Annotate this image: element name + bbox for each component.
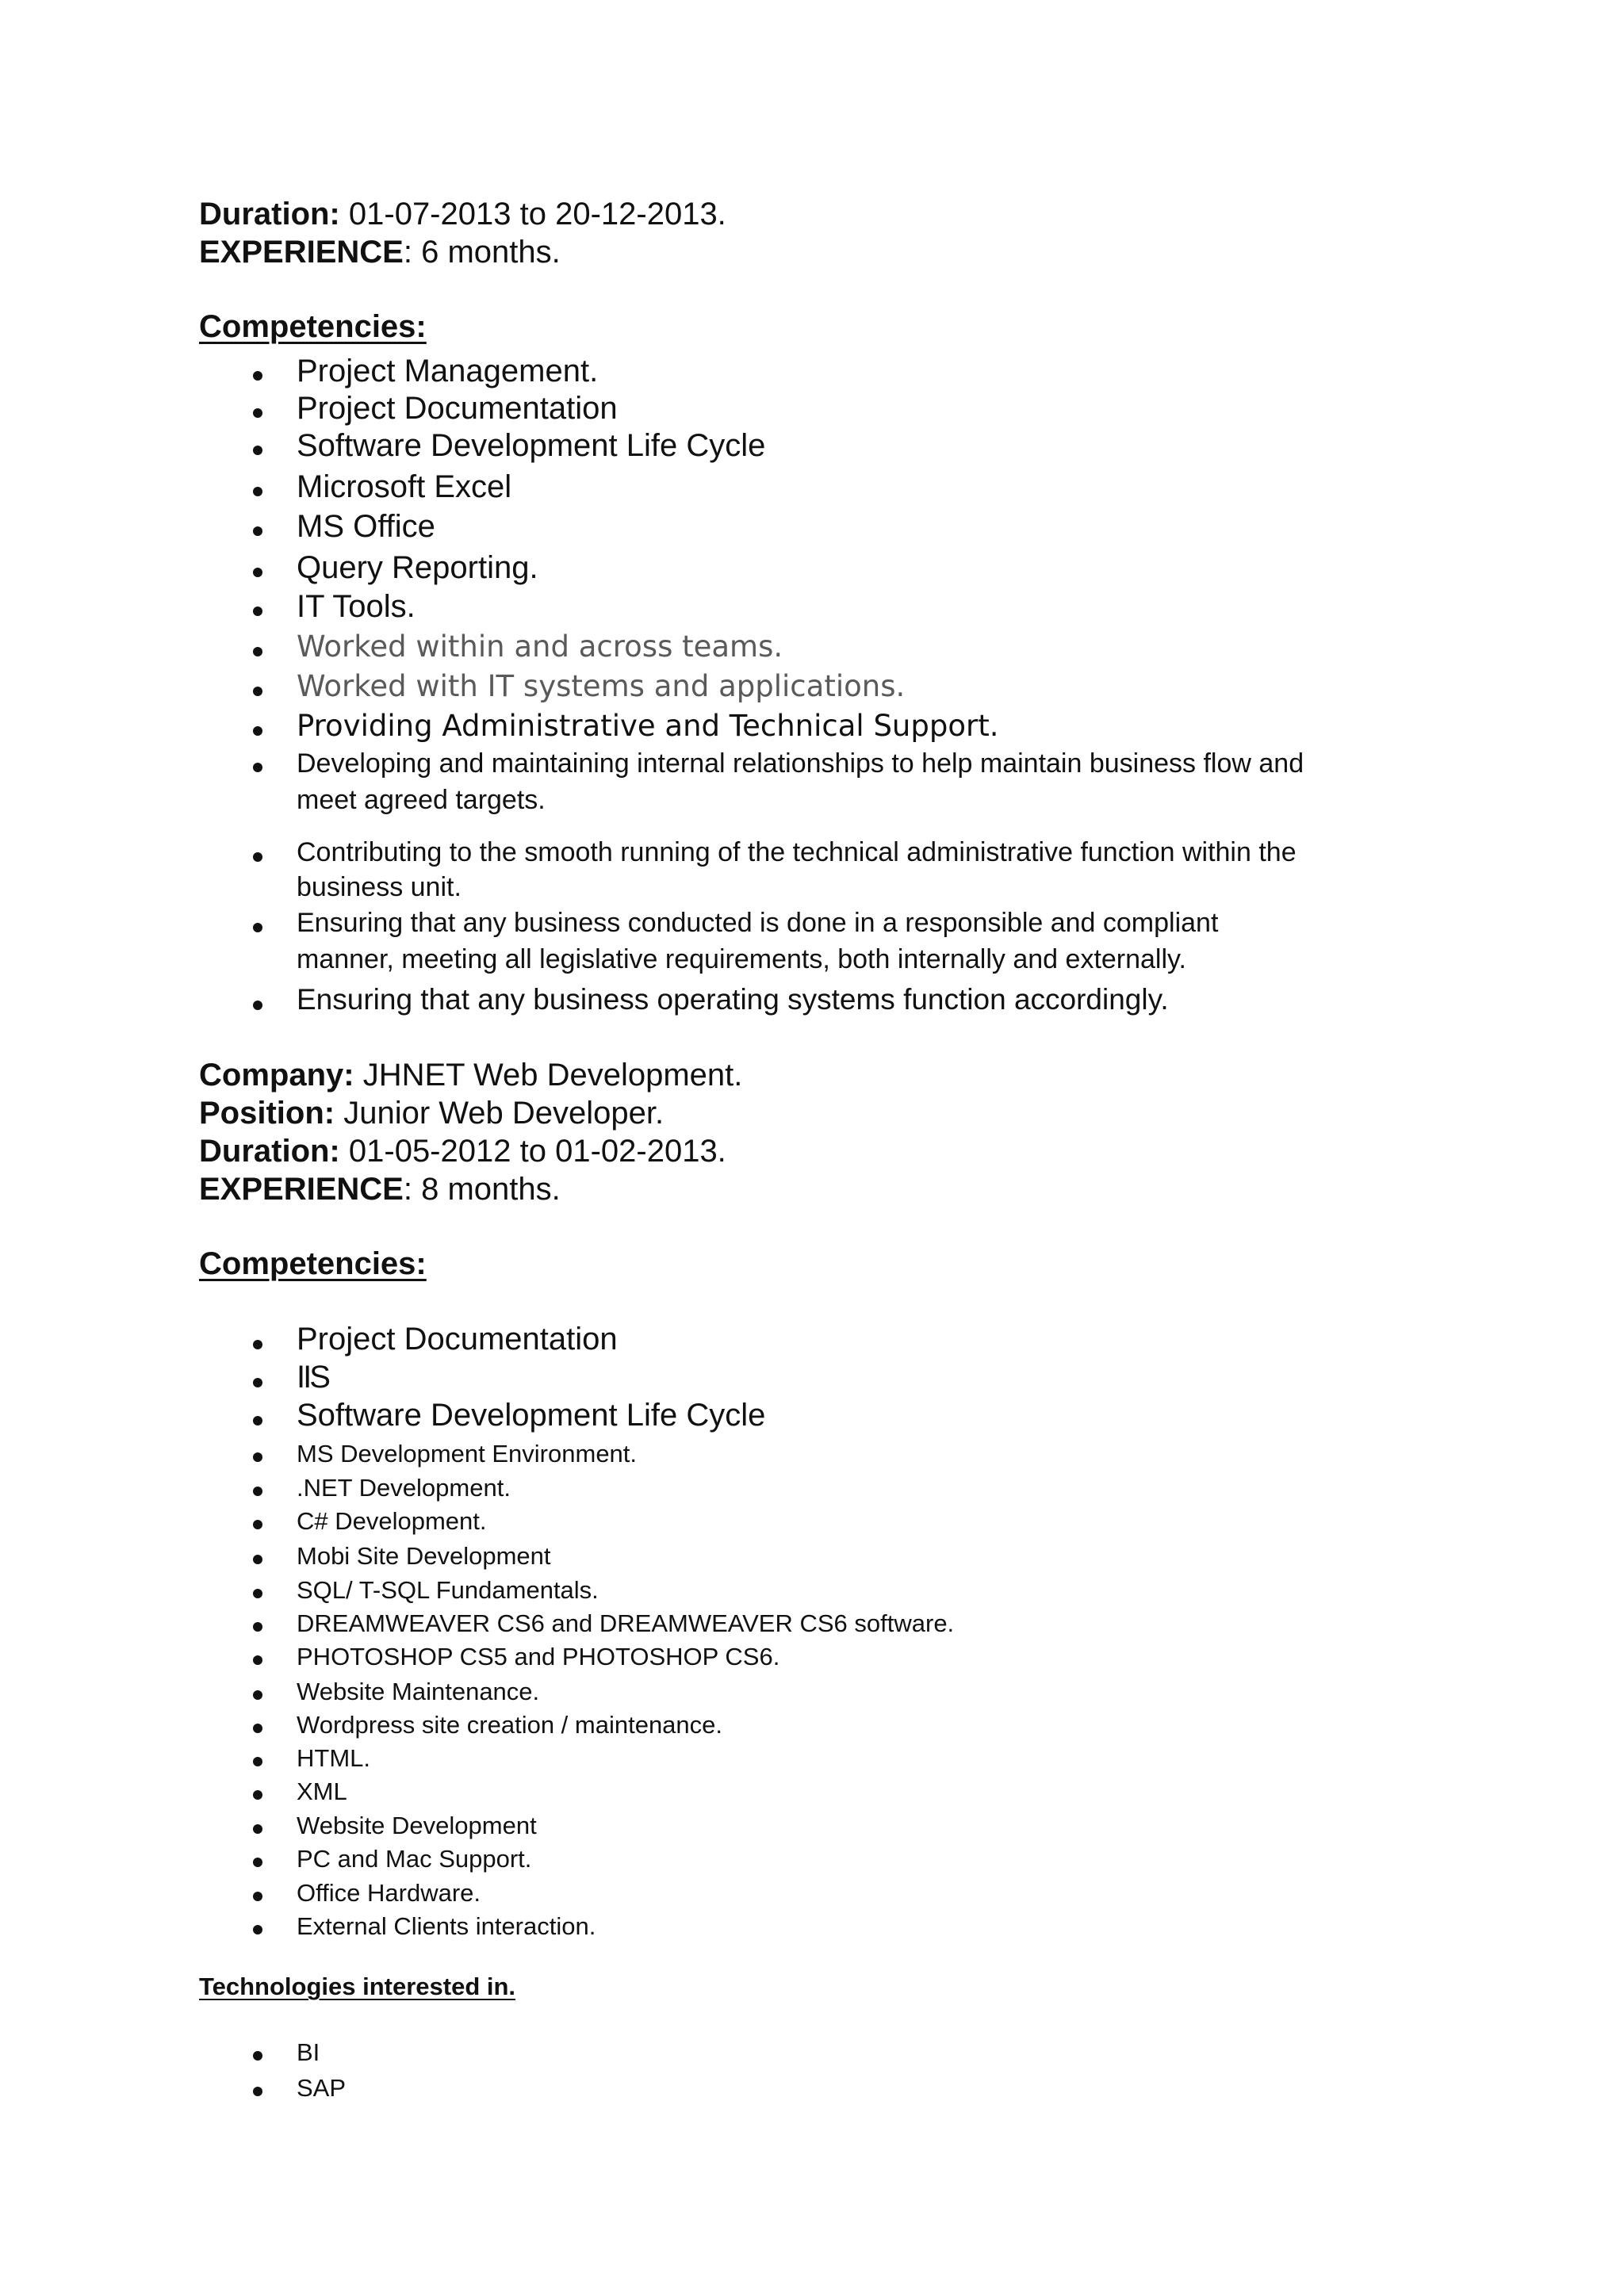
company-value: JHNET Web Development. <box>354 1058 743 1093</box>
experience-label: EXPERIENCE <box>199 235 404 270</box>
bullet-icon <box>253 1724 262 1733</box>
bullet-icon <box>253 1487 262 1496</box>
bullet-icon <box>253 1858 262 1867</box>
bullet-icon <box>253 607 262 616</box>
technologies-heading: Technologies interested in. <box>199 1973 516 2000</box>
bullet-icon <box>253 1001 262 1010</box>
bullet-icon <box>253 2051 262 2061</box>
bullet-icon <box>253 2087 262 2096</box>
bullet-icon <box>253 371 262 381</box>
duration-value: 01-05-2012 to 01-02-2013. <box>339 1134 726 1169</box>
bullet-icon <box>253 1824 262 1834</box>
position-label: Position: <box>199 1096 335 1131</box>
bullet-icon <box>253 568 262 577</box>
experience-line-2 <box>199 1170 561 1208</box>
bullet-icon <box>253 1555 262 1564</box>
duration-label: Duration: <box>199 197 340 232</box>
duration-line-1 <box>199 195 726 233</box>
bullet-icon <box>253 1790 262 1800</box>
bullet-icon <box>253 1757 262 1766</box>
bullet-icon <box>253 1378 262 1387</box>
bullet-icon <box>253 647 262 656</box>
bullet-icon <box>253 526 262 536</box>
bullet-icon <box>253 1655 262 1665</box>
bullet-icon <box>253 408 262 418</box>
position-value: Junior Web Developer. <box>335 1096 665 1131</box>
bullet-icon <box>253 1622 262 1632</box>
bullet-icon <box>253 1925 262 1934</box>
resume-page: Duration: 01-07-2013 to 20-12-2013. EXPERIENCE: 6 months. Competencies: Project Management. Project Documentation Software Development Life Cycle Microsoft Excel MS Office Query Reporting. IT Tools. Worked within and across teams. Worked with IT systems and applications. Providing Administrative and Technical Support. Developing and maintaining internal relationships to help maintain business flow and meet agreed targets. Contributing to the smooth running of the technical administrative function within the business unit. Ensuring that any business conducted is done in a responsible and compliant manner, meeting all legislative requirements, both internally and externally. Ensuring that any business operating systems function accordingly. Company: JHNET Web Development. Position: Junior Web Developer. Duration: 01-05-2012 to 01-02-2013. EXPERIENCE: 8 months. Competencies: Project Documentation IIS Software Development Life Cycle MS Development Environment. .NET Development. C# Development. Mobi Site Development SQL/ T-SQL Fundamentals. DREAMWEAVER CS6 and DREAMWEAVER CS6 software. PHOTOSHOP CS5 and PHOTOSHOP CS6. Website Maintenance. Wordpress site creation / maintenance. HTML. XML Website Development PC and Mac Support. Office Hardware. External Clients interaction. Technologies interested in. BI SAP <box>0 0 1624 2296</box>
bullet-icon <box>253 763 262 772</box>
bullet-icon <box>253 1416 262 1425</box>
duration-line-2 <box>199 1132 726 1170</box>
company-label: Company: <box>199 1058 354 1093</box>
company-line <box>199 1056 742 1094</box>
bullet-icon <box>253 1340 262 1349</box>
bullet-icon <box>253 852 262 862</box>
bullet-icon <box>253 923 262 932</box>
experience-value: : 6 months. <box>403 235 561 270</box>
bullet-icon <box>253 1892 262 1901</box>
bullet-icon <box>253 446 262 455</box>
experience-value: : 8 months. <box>403 1172 561 1207</box>
bullet-icon <box>253 1690 262 1700</box>
experience-label: EXPERIENCE <box>199 1172 404 1207</box>
duration-value: 01-07-2013 to 20-12-2013. <box>339 197 726 232</box>
competencies-heading-1: Competencies: <box>199 309 427 344</box>
competencies-heading-2: Competencies: <box>199 1246 427 1281</box>
bullet-icon <box>253 687 262 696</box>
bullet-icon <box>253 1452 262 1462</box>
bullet-icon <box>253 1589 262 1598</box>
duration-label: Duration: <box>199 1134 340 1169</box>
position-line <box>199 1094 664 1132</box>
bullet-icon <box>253 726 262 736</box>
bullet-icon <box>253 487 262 496</box>
experience-line-1 <box>199 233 561 271</box>
bullet-icon <box>253 1520 262 1529</box>
